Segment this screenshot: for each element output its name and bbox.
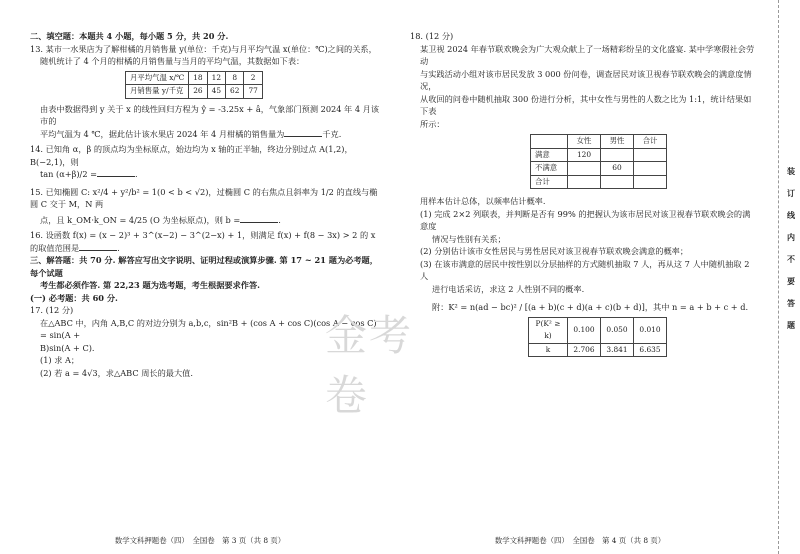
- q15-line2-text: 点，且 k_OM·k_ON = 4/25 (O 为坐标原点)，则 b =: [40, 214, 241, 225]
- table-cell: 18: [189, 71, 207, 85]
- table-cell: 12: [207, 71, 225, 85]
- q18-note: 用样本估计总体，以频率估计概率.: [420, 196, 546, 206]
- table-cell: 2: [244, 71, 262, 85]
- q17-line1: 在△ABC 中，内角 A,B,C 的对边分别为 a,b,c，sin²B + (cos A + cos C)(cos A − cos C) = sin(A +: [40, 317, 377, 340]
- q16-line1-text: 16. 设函数 f(x) = (x − 2)³ + 3^(x−2) − 3^(2−x) + 1，则满足 f(x) + f(8 − 3x) > 2 的 x 的取值范围是: [30, 230, 376, 253]
- table-cell: [601, 175, 634, 189]
- q13-line3: 由表中数据得到 y 关于 x 的线性回归方程为 ŷ = -3.25x + â，气象部门预测 2024 年 4 月该市的: [40, 103, 380, 126]
- table-cell: [634, 148, 667, 162]
- q13-line4-end: 千克.: [322, 128, 342, 139]
- table-cell: 男性: [601, 135, 634, 149]
- table-row: [126, 71, 263, 85]
- table-row: [126, 85, 263, 99]
- table-cell: P(K² ≥ k): [529, 317, 568, 343]
- q18-part1a: (1) 完成 2×2 列联表，并判断是否有 99% 的把握认为该市居民对该卫视春节联欢晚会的满意度: [420, 208, 751, 231]
- binding-strip-text: 装 订 线 内 不 要 答 题: [787, 166, 795, 330]
- page-footer-right: 数学文科押题卷（四） 全国卷 第 4 页（共 8 页）: [494, 536, 666, 545]
- q16-line1: 16. 设函数 f(x) = (x − 2)³ + 3^(x−2) − 3^(2−x) + 1，则满足 f(x) + f(8 − 3x) > 2 的 x 的取值范围是 .: [30, 230, 376, 253]
- table-cell: [568, 175, 601, 189]
- table-row: [531, 162, 667, 176]
- table-row: [531, 135, 667, 149]
- table-cell: 60: [601, 162, 634, 176]
- answer-blank: [97, 168, 135, 177]
- table-cell: 月平均气温 x/℃: [126, 71, 189, 85]
- table-cell: [531, 135, 568, 149]
- must-answer-title: (一) 必考题：共 60 分.: [30, 292, 118, 303]
- q13-line1: 13. 某市一水果店为了解柑橘的月销售量 y(单位：千克)与月平均气温 x(单位：℃)之间的关系，: [30, 43, 377, 54]
- table-cell: 8: [226, 71, 244, 85]
- q18-part1b: 情况与性别有关系；: [432, 233, 506, 244]
- table-cell: 77: [244, 85, 262, 99]
- watermark-logo: 金考卷: [325, 311, 414, 420]
- table-row: [529, 317, 667, 343]
- q14-line2: tan (α+β)/2 = .: [40, 169, 138, 179]
- table-cell: 满意: [531, 148, 568, 162]
- q17-part2: (2) 若 a = 4√3，求△ABC 周长的最大值.: [40, 367, 193, 378]
- critical-value-table: [528, 317, 667, 358]
- table-cell: 0.010: [634, 317, 667, 343]
- q18-line4: 所示：: [420, 118, 445, 129]
- q14-line2-text: tan (α+β)/2 =: [40, 169, 97, 179]
- page-footer-left: 数学文科押题卷（四） 全国卷 第 3 页（共 8 页）: [114, 536, 286, 545]
- q17-title: 17. (12 分): [30, 305, 74, 315]
- q18-line1: 某卫视 2024 年春节联欢晚会为广大观众献上了一场精彩纷呈的文化盛宴. 某中学寒假社会劳动: [420, 43, 755, 66]
- q18-part3b: 进行电话采访，求这 2 人性别不同的概率.: [432, 283, 585, 294]
- table-cell: 合计: [634, 135, 667, 149]
- section3-line2: 考生都必须作答. 第 22,23 题为选考题，考生根据要求作答.: [40, 280, 261, 290]
- table-cell: 2.706: [568, 343, 601, 357]
- table-cell: [601, 148, 634, 162]
- table-row: [531, 148, 667, 162]
- q18-part3a: (3) 在该市满意的居民中按性别以分层抽样的方式随机抽取 7 人，再从这 7 人中随机抽取 2 人: [420, 258, 750, 281]
- q13-line2: 随机统计了 4 个月的柑橘的月销售量与当月的平均气温，其数据如下表：: [40, 56, 305, 66]
- contingency-table: [530, 134, 667, 189]
- q13-line4: [30, 128, 385, 141]
- answer-blank: [284, 128, 322, 137]
- table-cell: 45: [207, 85, 225, 99]
- table-row: [531, 175, 667, 189]
- q15-line1: 15. 已知椭圆 C: x²/4 + y²/b² = 1(0 < b < √2)，过椭圆 C 的右焦点且斜率为 1/2 的直线与椭圆 C 交于 M，N 两: [30, 186, 378, 209]
- table-cell: k: [529, 343, 568, 357]
- table-cell: [568, 162, 601, 176]
- q18-title: 18. (12 分): [410, 31, 454, 41]
- table-cell: [634, 162, 667, 176]
- table-cell: 120: [568, 148, 601, 162]
- table-cell: 合计: [531, 175, 568, 189]
- table-cell: [634, 175, 667, 189]
- q18-line2: 与实践活动小组对该市居民发放 3 000 份问卷，调查居民对该卫视春节联欢晚会的满意度情况，: [420, 68, 752, 91]
- answer-blank: [240, 214, 278, 223]
- right-column: [410, 30, 755, 357]
- table-cell: 6.635: [634, 343, 667, 357]
- q18-formula: 附：K² = n(ad − bc)² / [(a + b)(c + d)(a + c)(b + d)]，其中 n = a + b + c + d.: [432, 302, 749, 312]
- answer-blank: [79, 242, 117, 251]
- table-cell: 女性: [568, 135, 601, 149]
- section3-line1: 三、解答题：共 70 分. 解答应写出文字说明、证明过程或演算步骤. 第 17 ~ 21 题为必考题，每个试题: [30, 255, 378, 278]
- table-cell: 月销售量 y/千克: [126, 85, 189, 99]
- q13-line4-text: 平均气温为 4 ℃，据此估计该水果店 2024 年 4 月柑橘的销售量为: [40, 128, 285, 139]
- q14-line1: 14. 已知角 α，β 的顶点均为坐标原点，始边均为 x 轴的正半轴，终边分别过点 A(1,2)，B(−2,1)，则: [30, 144, 353, 167]
- table-cell: 不满意: [531, 162, 568, 176]
- section2-title: 二、填空题：本题共 4 小题，每小题 5 分，共 20 分.: [30, 31, 229, 41]
- table-row: [529, 343, 667, 357]
- table-cell: 26: [189, 85, 207, 99]
- table-cell: 0.100: [568, 317, 601, 343]
- table-cell: 62: [226, 85, 244, 99]
- q17-line2: B)sin(A + C).: [40, 342, 95, 353]
- q17-part1: (1) 求 A；: [40, 355, 80, 365]
- q18-line3: 从收回的问卷中随机抽取 300 份进行分析，其中女性与男性的人数之比为 1:1，统计结果如下表: [420, 93, 752, 116]
- page-right: [400, 0, 800, 554]
- temperature-sales-table: [125, 71, 263, 99]
- q15-line2: 点，且 k_OM·k_ON = 4/25 (O 为坐标原点)，则 b = .: [40, 214, 281, 225]
- binding-cut-line: [778, 0, 780, 554]
- q18-part2: (2) 分别估计该市女性居民与男性居民对该卫视春节联欢晚会满意的概率；: [420, 246, 689, 256]
- table-cell: 0.050: [601, 317, 634, 343]
- table-cell: 3.841: [601, 343, 634, 357]
